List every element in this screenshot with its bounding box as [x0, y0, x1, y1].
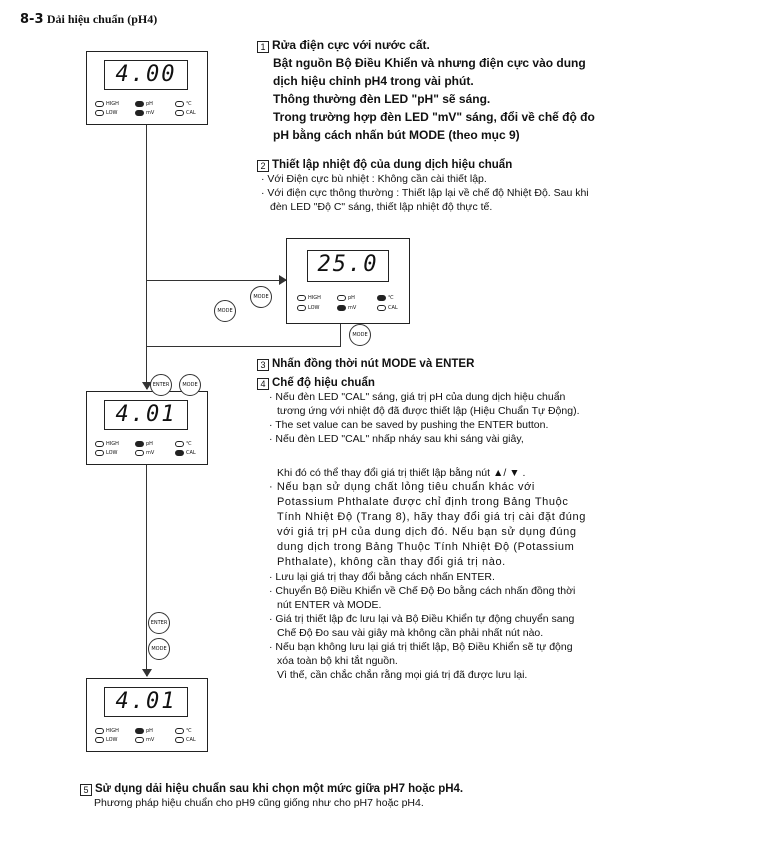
led-cal-label: CAL [388, 305, 398, 311]
led-mv-label: mV [146, 110, 155, 116]
step-2-line: · Với điện cực thông thường : Thiết lập lại về chế độ Nhiệt Độ. Sau khi [261, 187, 589, 199]
step-number: 4 [257, 378, 269, 390]
led-temp-label: ℃ [388, 295, 394, 301]
led-low-label: LOW [106, 110, 118, 116]
mode-button[interactable]: MODE [349, 324, 371, 346]
step-3-title: Nhấn đồng thời nút MODE và ENTER [272, 358, 475, 370]
step-4-line: Tính Nhiệt Độ (Trang 8), hãy thay đổi giá trị cài đặt đúng [277, 511, 586, 523]
step-number: 3 [257, 359, 269, 371]
step-4-line: · Giá trị thiết lập đc lưu lại và Bộ Điều Khiển tự động chuyển sang [269, 613, 575, 625]
meter-device-1 [86, 51, 208, 125]
step-4-line: Khi đó có thể thay đổi giá trị thiết lập bằng nút ▲/ ▼ . [277, 467, 526, 479]
step-5-title: Sử dụng dải hiệu chuẩn sau khi chọn một mức giữa pH7 hoặc pH4. [95, 783, 464, 795]
led-cal-label: CAL [186, 110, 196, 116]
step-2-title: Thiết lập nhiệt độ của dung dịch hiệu chuẩn [272, 159, 513, 171]
step-1-line: Bật nguồn Bộ Điều Khiển và nhưng điện cực vào dung [273, 56, 586, 70]
led-cal-label: CAL [186, 450, 196, 456]
step-4-line: Vì thế, cần chắc chắn rằng mọi giá trị đã được lưu lại. [277, 669, 528, 681]
led-high-label: HIGH [308, 295, 321, 301]
step-2 [257, 158, 589, 214]
step-4-line: · Nếu đèn LED "CAL" nhấp nháy sau khi sáng vài giây, [269, 433, 524, 445]
flow-line-from-temp [146, 346, 341, 347]
step-2-line: · Với Điện cực bù nhiệt : Không cần cài thiết lập. [261, 173, 487, 185]
step-number: 5 [80, 784, 92, 796]
step-4-line: Phthalate), không cần thay đổi giá trị nào. [277, 556, 506, 568]
step-4 [257, 376, 586, 682]
meter-device-4 [86, 678, 208, 752]
led-temp-label: ℃ [186, 101, 192, 107]
mode-button[interactable]: MODE [148, 638, 170, 660]
arrow-head-2 [142, 669, 152, 677]
meter-display-1: 4.00 [104, 60, 188, 90]
meter-display-temp: 25.0 [307, 250, 389, 282]
step-4-line: với giá trị pH của dung dịch đó. Nếu bạn sử dụng đúng [277, 526, 577, 538]
led-ph-label: pH [146, 441, 153, 447]
led-high-label: HIGH [106, 728, 119, 734]
flow-line-to-temp [146, 280, 286, 281]
led-high-label: HIGH [106, 101, 119, 107]
flow-line-main-2 [146, 444, 147, 676]
step-4-line: Potassium Phthalate được chỉ định trong Bảng Thuộc [277, 496, 569, 508]
led-ph-label: pH [146, 728, 153, 734]
step-4-line: · Nếu bạn sử dụng chất lỏng tiêu chuẩn khác với [269, 481, 535, 493]
step-5-line: Phương pháp hiệu chuẩn cho pH9 cũng giống như cho pH7 hoặc pH4. [94, 797, 424, 809]
led-temp-label: ℃ [186, 728, 192, 734]
led-low-label: LOW [106, 737, 118, 743]
led-low-label: LOW [106, 450, 118, 456]
led-cal-label: CAL [186, 737, 196, 743]
step-3 [257, 357, 474, 371]
step-4-line: tương ứng với nhiệt độ đã được thiết lập (Hiệu Chuẩn Tự Động). [277, 405, 580, 417]
enter-button[interactable]: ENTER [148, 612, 170, 634]
step-1-line: dịch hiệu chỉnh pH4 trong vài phút. [273, 74, 474, 88]
led-ph-label: pH [146, 101, 153, 107]
step-2-line: đèn LED "Độ C" sáng, thiết lập nhiệt độ thực tế. [270, 201, 493, 213]
step-5 [80, 782, 463, 810]
step-4-title: Chế độ hiệu chuẩn [272, 377, 375, 389]
step-1 [257, 36, 595, 144]
section-title: Dải hiệu chuẩn (pH4) [46, 12, 158, 26]
step-4-line: xóa toàn bộ khi tắt nguồn. [277, 655, 398, 667]
enter-button[interactable]: ENTER [150, 374, 172, 396]
step-4-line: · Nếu bạn không lưu lại giá trị thiết lập, Bộ Điều Khiển sẽ tự động [269, 641, 573, 653]
meter-display-4: 4.01 [104, 687, 188, 717]
step-4-line: · The set value can be saved by pushing the ENTER button. [269, 419, 549, 431]
led-mv-label: mV [146, 450, 155, 456]
led-low-label: LOW [308, 305, 320, 311]
step-1-line: Rửa điện cực với nước cất. [272, 38, 430, 52]
led-high-label: HIGH [106, 441, 119, 447]
step-4-line: Chế Độ Đo sau vài giây mà không cần phải nhất nút nào. [277, 627, 544, 639]
step-4-line: nút ENTER và MODE. [277, 599, 382, 611]
step-4-line: · Lưu lại giá trị thay đổi bằng cách nhấn ENTER. [269, 571, 495, 583]
step-4-line: dung dịch trong Bảng Thuộc Tính Nhiệt Độ (Potassium [277, 541, 575, 553]
flow-line-temp-drop [340, 323, 341, 346]
step-number: 2 [257, 160, 269, 172]
section-heading [20, 12, 157, 27]
step-4-line: · Nếu đèn LED "CAL" sáng, giá trị pH của dung dịch hiệu chuẩn [269, 391, 566, 403]
meter-display-3: 4.01 [104, 400, 188, 430]
step-1-line: pH bằng cách nhấn bút MODE (theo mục 9) [273, 128, 520, 142]
step-1-line: Trong trường hợp đèn LED "mV" sáng, đổi về chế độ đo [273, 110, 595, 124]
mode-button[interactable]: MODE [214, 300, 236, 322]
step-4-line: · Chuyển Bộ Điều Khiển về Chế Độ Đo bằng cách nhấn đồng thời [269, 585, 576, 597]
led-ph-label: pH [348, 295, 355, 301]
step-4-line [257, 446, 586, 460]
step-number: 1 [257, 41, 269, 53]
led-mv-label: mV [348, 305, 357, 311]
flow-line-main [146, 124, 147, 389]
section-number: 8-3 [20, 12, 44, 27]
led-mv-label: mV [146, 737, 155, 743]
step-1-line: Thông thường đèn LED "pH" sẽ sáng. [273, 92, 491, 106]
meter-device-temp [286, 238, 410, 324]
meter-device-3 [86, 391, 208, 465]
led-temp-label: ℃ [186, 441, 192, 447]
mode-button[interactable]: MODE [179, 374, 201, 396]
mode-button[interactable]: MODE [250, 286, 272, 308]
